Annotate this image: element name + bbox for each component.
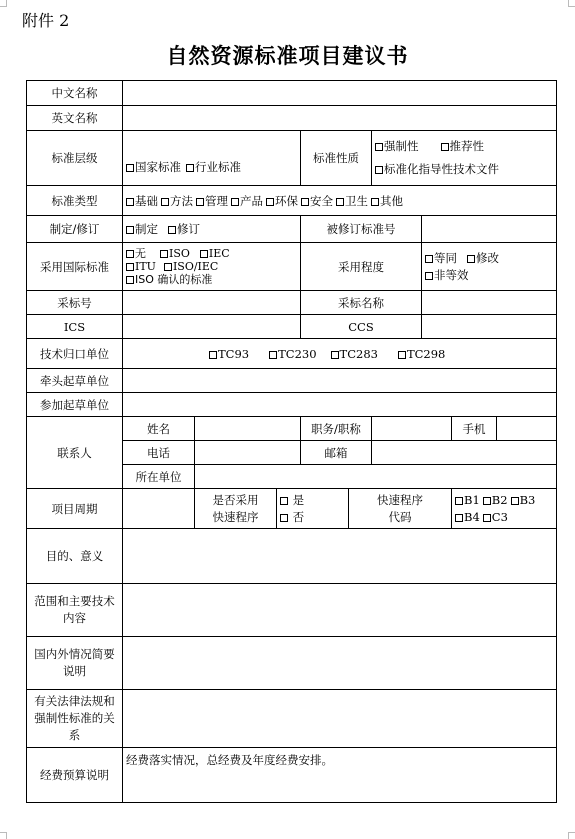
checkbox-tc298[interactable]: TC298 [398,347,445,361]
checkbox-code-b1[interactable]: B1 [455,493,480,507]
field-chinese-name[interactable] [123,81,557,106]
label-fast-procedure-code: 快速程序 代码 [349,489,452,529]
checkbox-box [269,351,277,359]
field-contact-mobile[interactable] [497,417,557,441]
checkbox-box [209,351,217,359]
checkbox-box [126,250,134,258]
label-chinese-name: 中文名称 [27,81,123,106]
page-corner-mark [568,832,575,839]
field-purpose[interactable] [123,529,557,584]
checkbox-national-standard[interactable]: 国家标准 [126,160,181,174]
label-adoption-degree: 采用程度 [301,243,422,291]
field-standard-type [123,186,557,216]
checkbox-box [511,497,519,505]
checkbox-fast-no[interactable]: 否 [280,510,304,524]
budget-hint: 经费落实情况，总经费及年度经费安排。 [126,753,333,767]
checkbox-intl-itu[interactable]: ITU [126,260,156,273]
checkbox-type-safety[interactable]: 安全 [301,194,333,208]
checkbox-non-equivalent[interactable]: 非等效 [425,268,469,282]
checkbox-box [280,514,288,522]
label-standard-type: 标准类型 [27,186,123,216]
checkbox-tc283[interactable]: TC283 [331,347,378,361]
label-ccs: CCS [301,315,422,339]
checkbox-intl-iso[interactable]: ISO [160,247,190,260]
document-title: 自然资源标准项目建议书 [166,43,409,68]
proposal-form-table [26,80,557,803]
checkbox-fast-yes[interactable]: 是 [280,493,304,507]
label-contact-email: 邮箱 [301,441,372,465]
checkbox-box [280,497,288,505]
checkbox-box [375,143,383,151]
checkbox-box [425,255,433,263]
label-contact: 联系人 [27,417,123,489]
checkbox-type-management[interactable]: 管理 [196,194,228,208]
field-adopted-no[interactable] [123,291,301,315]
checkbox-box [336,198,344,206]
label-adopted-no: 采标号 [27,291,123,315]
page-corner-mark [0,0,7,7]
checkbox-modified[interactable]: 修改 [467,251,499,265]
label-purpose: 目的、意义 [27,529,123,584]
checkbox-guidance-document[interactable]: 标准化指导性技术文件 [375,162,499,176]
checkbox-code-b3[interactable]: B3 [511,493,536,507]
field-ics[interactable] [123,315,301,339]
checkbox-box [301,198,309,206]
label-status-description: 国内外情况简要说明 [27,637,123,690]
checkbox-box [126,276,134,284]
label-make-revise: 制定/修订 [27,216,123,243]
field-adoption-degree [422,243,557,291]
label-ics: ICS [27,315,123,339]
checkbox-box [483,497,491,505]
label-standard-nature: 标准性质 [301,131,372,186]
label-english-name: 英文名称 [27,106,123,131]
field-budget[interactable] [123,748,557,803]
field-english-name[interactable] [123,106,557,131]
field-technical-unit [123,339,557,369]
checkbox-type-method[interactable]: 方法 [161,194,193,208]
checkbox-box [331,351,339,359]
page-corner-mark [0,832,7,839]
checkbox-tc93[interactable]: TC93 [209,347,249,361]
checkbox-box [126,198,134,206]
field-law-relation[interactable] [123,690,557,748]
checkbox-revise[interactable]: 修订 [168,222,200,236]
field-fast-procedure-code [452,489,557,529]
attachment-label: 附件 2 [22,11,70,30]
checkbox-box [126,263,134,271]
checkbox-identical[interactable]: 等同 [425,251,457,265]
field-make-revise [123,216,301,243]
page-corner-mark [568,0,575,7]
field-ccs[interactable] [422,315,557,339]
checkbox-box [160,250,168,258]
label-contact-organization: 所在单位 [123,465,195,489]
checkbox-box [425,272,433,280]
checkbox-industry-standard[interactable]: 行业标准 [186,160,241,174]
field-international-standard [123,243,301,291]
field-contact-organization[interactable] [195,465,557,489]
checkbox-box [266,198,274,206]
label-project-period: 项目周期 [27,489,123,529]
field-standard-level [123,131,301,186]
field-standard-nature [372,131,557,186]
checkbox-type-environment[interactable]: 环保 [266,194,298,208]
checkbox-box [200,250,208,258]
checkbox-box [196,198,204,206]
field-scope[interactable] [123,584,557,637]
checkbox-mandatory[interactable]: 强制性 [375,139,419,153]
label-contact-title: 职务/职称 [301,417,372,441]
label-budget: 经费预算说明 [27,748,123,803]
checkbox-type-basic[interactable]: 基础 [126,194,158,208]
checkbox-box [375,166,383,174]
checkbox-box [168,226,176,234]
checkbox-box [398,351,406,359]
label-international-standard: 采用国际标准 [27,243,123,291]
checkbox-code-c3[interactable]: C3 [483,510,508,524]
checkbox-box [126,164,134,172]
label-revised-standard-no: 被修订标准号 [301,216,422,243]
field-contact-email[interactable] [372,441,557,465]
checkbox-intl-none[interactable]: 无 [126,247,146,260]
checkbox-recommended[interactable]: 推荐性 [441,139,485,153]
label-standard-level: 标准层级 [27,131,123,186]
field-adopted-name[interactable] [422,291,557,315]
label-contact-phone: 电话 [123,441,195,465]
checkbox-code-b2[interactable]: B2 [483,493,508,507]
label-lead-unit: 牵头起草单位 [27,369,123,393]
checkbox-box [483,514,491,522]
checkbox-box [455,514,463,522]
checkbox-intl-iec[interactable]: IEC [200,247,230,260]
checkbox-make[interactable]: 制定 [126,222,158,236]
checkbox-tc230[interactable]: TC230 [269,347,316,361]
checkbox-box [441,143,449,151]
field-use-fast-procedure [277,489,349,529]
field-contact-phone[interactable] [195,441,301,465]
field-participating-unit[interactable] [123,393,557,417]
field-project-period[interactable] [123,489,195,529]
field-lead-unit[interactable] [123,369,557,393]
field-contact-title[interactable] [372,417,452,441]
label-technical-unit: 技术归口单位 [27,339,123,369]
field-contact-name[interactable] [195,417,301,441]
label-law-relation: 有关法律法规和强制性标准的关系 [27,690,123,748]
checkbox-type-other[interactable]: 其他 [371,194,403,208]
checkbox-box [371,198,379,206]
checkbox-intl-iso-confirmed[interactable]: ISO 确认的标准 [126,273,212,286]
checkbox-box [186,164,194,172]
label-contact-name: 姓名 [123,417,195,441]
label-adopted-name: 采标名称 [301,291,422,315]
field-status-description[interactable] [123,637,557,690]
checkbox-box [161,198,169,206]
label-scope: 范围和主要技术内容 [27,584,123,637]
label-use-fast-procedure: 是否采用 快速程序 [195,489,277,529]
label-participating-unit: 参加起草单位 [27,393,123,417]
checkbox-box [455,497,463,505]
field-revised-standard-no[interactable] [422,216,557,243]
checkbox-box [231,198,239,206]
checkbox-box [467,255,475,263]
checkbox-intl-iso-iec[interactable]: ISO/IEC [164,260,218,273]
checkbox-code-b4[interactable]: B4 [455,510,480,524]
checkbox-type-hygiene[interactable]: 卫生 [336,194,368,208]
checkbox-box [126,226,134,234]
checkbox-type-product[interactable]: 产品 [231,194,263,208]
checkbox-box [164,263,172,271]
label-contact-mobile: 手机 [452,417,497,441]
